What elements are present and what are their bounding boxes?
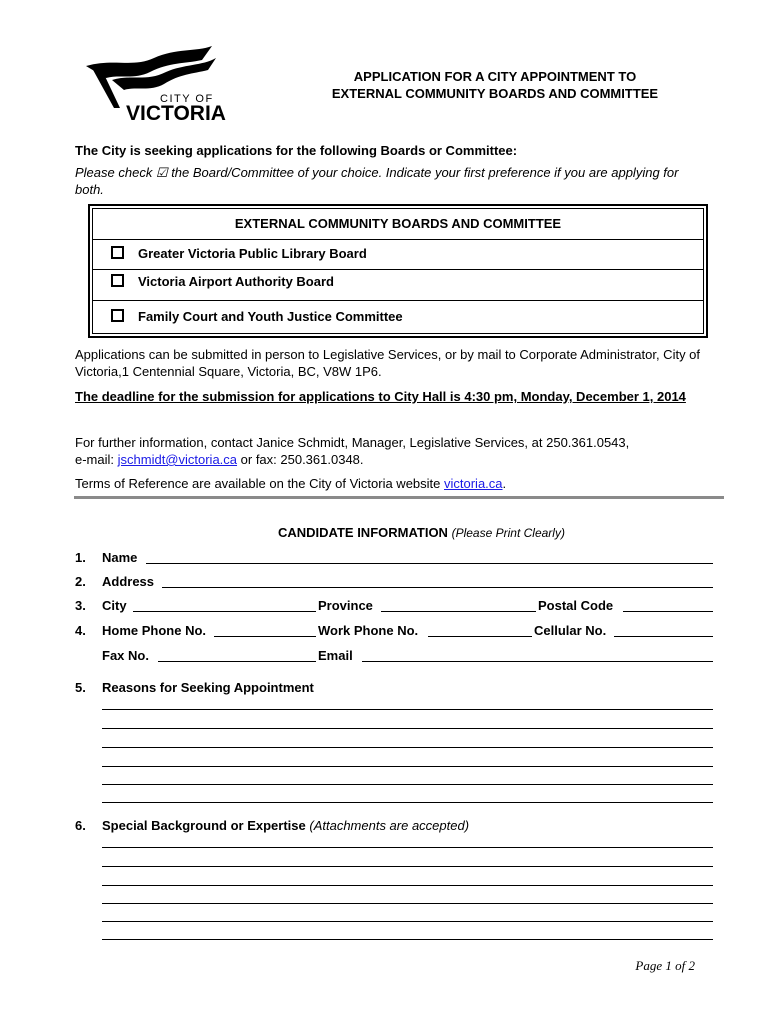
logo-line2: VICTORIA	[126, 102, 226, 122]
victoria-website-link[interactable]: victoria.ca	[444, 476, 503, 491]
postal-code-label: Postal Code	[538, 598, 614, 613]
checkbox[interactable]	[111, 309, 124, 322]
postal-code-field[interactable]	[623, 611, 713, 612]
address-label: Address	[102, 574, 155, 589]
background-note: (Attachments are accepted)	[309, 818, 470, 833]
email-prefix: e-mail:	[75, 452, 118, 467]
background-line[interactable]	[102, 866, 713, 867]
cellular-field[interactable]	[614, 636, 713, 637]
background-line[interactable]	[102, 921, 713, 922]
address-field[interactable]	[162, 587, 713, 588]
field-number: 3.	[75, 598, 86, 613]
board-option-library[interactable]	[111, 245, 367, 263]
city-label: City	[102, 598, 127, 613]
checkbox[interactable]	[111, 274, 124, 287]
background-line[interactable]	[102, 847, 713, 848]
board-option-label: Victoria Airport Authority Board	[138, 274, 334, 289]
fax-label: Fax No.	[102, 648, 149, 663]
deadline-text: The deadline for the submission for applications to City Hall is 4:30 pm, Monday, December 1, 2014	[75, 389, 686, 404]
boards-table-heading: EXTERNAL COMMUNITY BOARDS AND COMMITTEE	[93, 209, 703, 240]
reasons-line[interactable]	[102, 784, 713, 785]
reasons-line[interactable]	[102, 766, 713, 767]
terms-suffix: .	[502, 476, 507, 491]
home-phone-label: Home Phone No.	[102, 623, 207, 638]
fax-field[interactable]	[158, 661, 316, 662]
name-field[interactable]	[146, 563, 713, 564]
boards-table	[88, 204, 708, 338]
candidate-heading-text: CANDIDATE INFORMATION	[278, 525, 448, 540]
name-label: Name	[102, 550, 138, 565]
background-line[interactable]	[102, 939, 713, 940]
city-of-victoria-logo	[84, 44, 254, 122]
board-option-family-court[interactable]	[111, 308, 403, 326]
contact-email-link[interactable]: jschmidt@victoria.ca	[117, 452, 238, 467]
province-label: Province	[318, 598, 373, 613]
divider	[93, 300, 703, 301]
reasons-label: Reasons for Seeking Appointment	[102, 680, 314, 695]
city-field[interactable]	[133, 611, 316, 612]
title-line-1: APPLICATION FOR A CITY APPOINTMENT TO	[353, 69, 637, 84]
title-line-2: EXTERNAL COMMUNITY BOARDS AND COMMITTEE	[331, 86, 659, 101]
contact-line-1: For further information, contact Janice Schmidt, Manager, Legislative Services, at 250.361.0543,	[75, 435, 630, 450]
province-field[interactable]	[381, 611, 536, 612]
divider	[93, 269, 703, 270]
fax-text: or fax: 250.361.0348.	[237, 452, 364, 467]
terms-prefix: Terms of Reference are available on the City of Victoria website	[75, 476, 444, 491]
logo-line1: CITY OF	[160, 93, 214, 105]
form-title	[300, 68, 690, 102]
section-divider	[74, 496, 724, 499]
field-number: 5.	[75, 680, 86, 695]
candidate-heading	[278, 525, 565, 540]
background-line[interactable]	[102, 885, 713, 886]
home-phone-field[interactable]	[214, 636, 316, 637]
field-number: 1.	[75, 550, 86, 565]
background-line[interactable]	[102, 903, 713, 904]
field-number: 2.	[75, 574, 86, 589]
board-option-airport[interactable]	[111, 273, 334, 291]
background-label-wrap	[102, 818, 469, 834]
reasons-line[interactable]	[102, 747, 713, 748]
email-label: Email	[318, 648, 353, 663]
email-field[interactable]	[362, 661, 713, 662]
reasons-line[interactable]	[102, 802, 713, 803]
candidate-heading-note: (Please Print Clearly)	[451, 526, 565, 540]
work-phone-field[interactable]	[428, 636, 532, 637]
contact-info	[75, 434, 715, 468]
board-option-label: Family Court and Youth Justice Committee	[138, 309, 403, 324]
cellular-label: Cellular No.	[534, 623, 607, 638]
board-option-label: Greater Victoria Public Library Board	[138, 246, 367, 261]
terms-info	[75, 475, 715, 492]
background-label: Special Background or Expertise	[102, 818, 306, 833]
page-number: Page 1 of 2	[635, 958, 695, 973]
submission-info: Applications can be submitted in person to Legislative Services, or by mail to Corporate Administrator, City of Victoria,1 Centennial Square, Victoria, BC, V8W 1P6.	[75, 347, 701, 379]
intro-instruction: Please check ☑ the Board/Committee of your choice. Indicate your first preference if you are applying for both.	[75, 165, 679, 197]
field-number: 6.	[75, 818, 86, 833]
field-number: 4.	[75, 623, 86, 638]
intro-heading: The City is seeking applications for the following Boards or Committee:	[75, 143, 518, 158]
contact-line-2	[75, 451, 715, 468]
checkbox[interactable]	[111, 246, 124, 259]
work-phone-label: Work Phone No.	[318, 623, 419, 638]
reasons-line[interactable]	[102, 709, 713, 710]
reasons-line[interactable]	[102, 728, 713, 729]
